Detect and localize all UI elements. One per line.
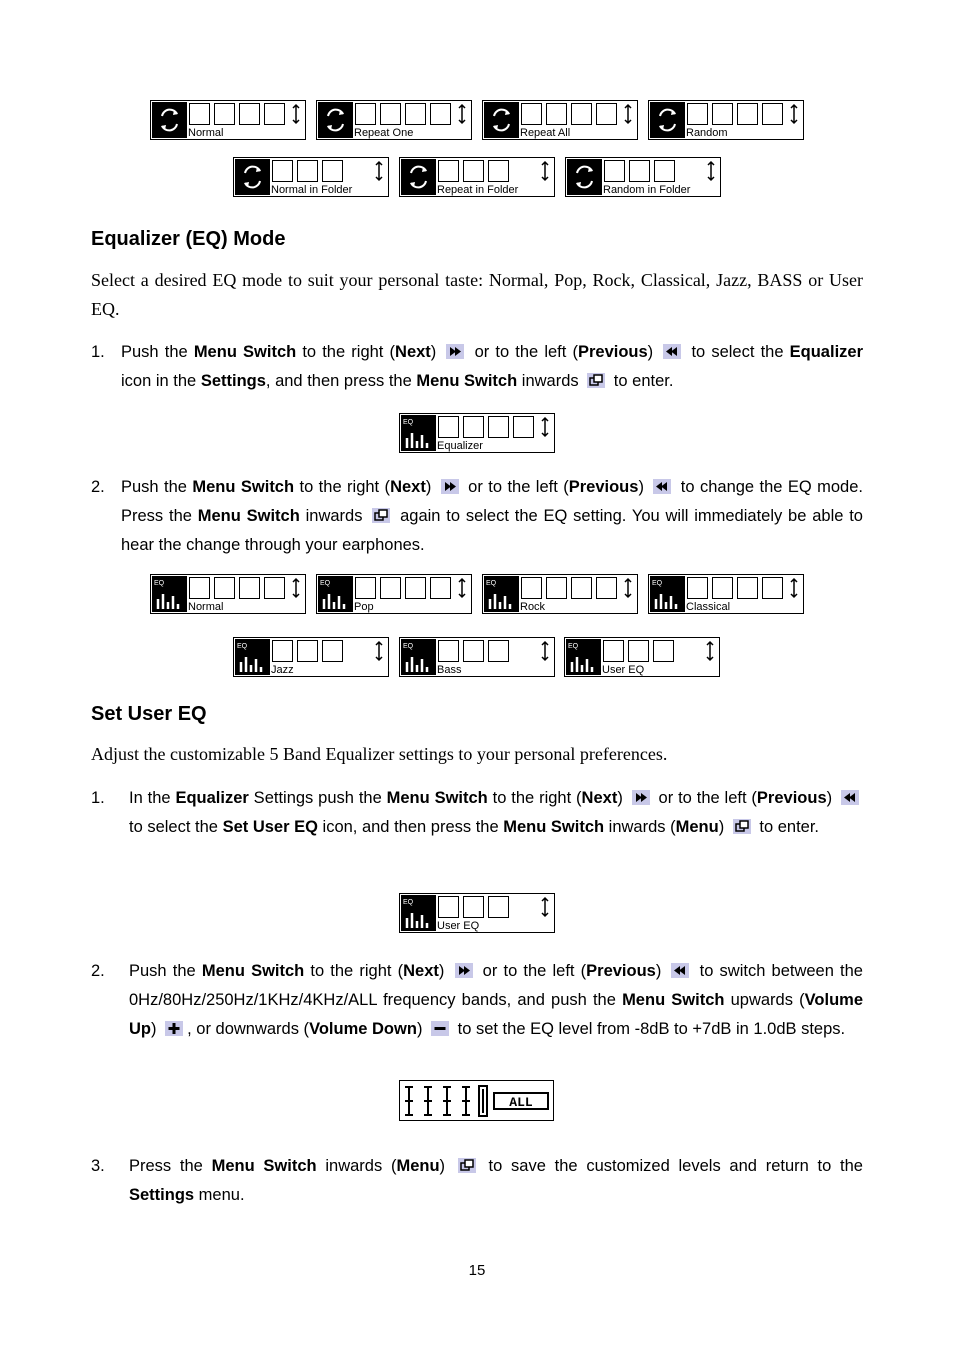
rock-icon: [380, 577, 401, 599]
screen-eq-normal: [150, 574, 306, 614]
screen-label: Jazz: [271, 664, 294, 676]
screen-label: Normal: [188, 601, 224, 613]
eq-step-2: 2. Push the Menu Switch to the right (Next) or to the left (Previous) to change the EQ mode. Press the Menu Switch inwards again to select the EQ setting. You will immediately be able to hear the change through your earphones.: [91, 478, 863, 554]
scroll-arrows-icon: [705, 640, 715, 662]
user-eq-step-1: 1. In the Equalizer Settings push the Menu Switch to the right (Next) or to the left (Previous) to select the Set User EQ icon, and then press the Menu Switch inwards (Menu) to enter.: [91, 784, 863, 842]
scroll-arrows-icon: [789, 103, 799, 125]
plus-icon: [165, 1021, 183, 1036]
jazz-icon: [596, 577, 617, 599]
user-eq-icon: [488, 896, 509, 918]
page-number: 15: [468, 1262, 486, 1279]
scroll-arrows-icon: [623, 103, 633, 125]
random-icon: [596, 103, 617, 125]
pop-icon: [687, 577, 708, 599]
scroll-arrows-icon: [623, 577, 633, 599]
jazz-icon: [438, 896, 459, 918]
svg-text:EQ: EQ: [237, 643, 248, 650]
screen-label: Rock: [520, 601, 546, 613]
band-label: ALL: [509, 1095, 533, 1110]
menu-icon: [733, 819, 751, 834]
scroll-arrows-icon: [374, 160, 384, 182]
pop-icon: [355, 577, 376, 599]
pop-icon: [521, 577, 542, 599]
previous-icon: [671, 963, 689, 978]
previous-icon: [663, 344, 681, 359]
repeat-mode-icon: [401, 159, 436, 195]
folder-icon: [604, 160, 625, 182]
jazz-icon: [272, 640, 293, 662]
arrow-right-icon: [687, 103, 708, 125]
screen-normal: [150, 100, 306, 140]
bass-icon: [297, 640, 318, 662]
eq-step-1: 1. Push the Menu Switch to the right (Next) or to the left (Previous) to select the Equalizer icon in the Settings, and then press the Menu Switch inwards to enter.: [91, 343, 863, 390]
scroll-arrows-icon: [540, 640, 550, 662]
bass-icon: [463, 896, 484, 918]
scroll-arrows-icon: [706, 160, 716, 182]
eq-intro-paragraph: Select a desired EQ mode to suit your personal taste: Normal, Pop, Rock, Classical, Jazz, BASS or User EQ.: [91, 270, 863, 319]
classical-icon: [239, 577, 260, 599]
folder-repeat-icon: [463, 160, 484, 182]
jazz-icon: [438, 640, 459, 662]
rock-icon: [546, 577, 567, 599]
rock-icon: [712, 577, 733, 599]
previous-icon: [841, 790, 859, 805]
repeat-one-icon: [712, 103, 733, 125]
repeat-mode-icon: [484, 102, 519, 138]
screen-eq-user: [564, 637, 720, 677]
next-icon: [455, 963, 473, 978]
random-icon: [762, 103, 783, 125]
screen-label: Normal: [188, 127, 224, 139]
svg-text:EQ: EQ: [652, 580, 663, 587]
user-eq-icon: [322, 640, 343, 662]
repeat-mode-icon: [567, 159, 602, 195]
screen-eq-classical: [648, 574, 804, 614]
screen-repeat-one: [316, 100, 472, 140]
repeat-one-icon: [214, 103, 235, 125]
random-icon: [264, 103, 285, 125]
screen-label: Repeat All: [520, 127, 571, 139]
repeat-mode-icon: [235, 159, 270, 195]
svg-text:EQ: EQ: [568, 643, 579, 650]
eq-icon: [152, 576, 187, 612]
jazz-icon: [264, 577, 285, 599]
jazz-icon: [762, 577, 783, 599]
repeat-all-icon: [239, 103, 260, 125]
classical-icon: [737, 577, 758, 599]
scroll-arrows-icon: [374, 640, 384, 662]
screen-label: Bass: [437, 664, 462, 676]
screen-label: Pop: [354, 601, 374, 613]
user-eq-intro-paragraph: Adjust the customizable 5 Band Equalizer settings to your personal preferences.: [91, 744, 668, 764]
screen-label: Normal in Folder: [271, 184, 353, 196]
eq-sliders-icon: [400, 1081, 553, 1120]
repeat-one-icon: [546, 103, 567, 125]
eq-icon: [484, 576, 519, 612]
folder-icon: [272, 160, 293, 182]
folder-icon: [438, 160, 459, 182]
repeat-all-icon: [737, 103, 758, 125]
screen-eq-bands: [399, 1080, 554, 1121]
rock-icon: [214, 577, 235, 599]
eq-small-icon: [463, 416, 484, 438]
repeat-mode-icon: [152, 102, 187, 138]
screen-label: Equalizer: [437, 440, 483, 452]
eq-icon: [401, 895, 436, 931]
svg-text:EQ: EQ: [320, 580, 331, 587]
menu-icon: [458, 1158, 476, 1173]
classical-icon: [405, 577, 426, 599]
user-eq-icon: [488, 640, 509, 662]
section-heading-set-user-eq: Set User EQ: [91, 703, 207, 725]
scroll-arrows-icon: [291, 103, 301, 125]
eq-icon: [650, 576, 685, 612]
screen-label: User EQ: [602, 664, 645, 676]
scroll-arrows-icon: [540, 160, 550, 182]
screen-eq-jazz: [233, 637, 389, 677]
screen-random: [648, 100, 804, 140]
repeat-mode-icon: [318, 102, 353, 138]
svg-text:EQ: EQ: [403, 643, 414, 650]
folder-random-icon: [322, 160, 343, 182]
speed-icon: [488, 416, 509, 438]
arrow-right-icon: [355, 103, 376, 125]
screen-label: Repeat One: [354, 127, 414, 139]
scroll-arrows-icon: [540, 896, 550, 918]
arrow-right-icon: [189, 103, 210, 125]
svg-text:EQ: EQ: [403, 419, 414, 426]
screen-random-in-folder: [565, 157, 721, 197]
screen-eq-bass: [399, 637, 555, 677]
screen-repeat-in-folder: [399, 157, 555, 197]
tools-icon: [513, 416, 534, 438]
repeat-one-icon: [380, 103, 401, 125]
folder-repeat-icon: [629, 160, 650, 182]
scroll-arrows-icon: [457, 577, 467, 599]
random-icon: [430, 103, 451, 125]
minus-icon: [431, 1021, 449, 1036]
previous-icon: [653, 479, 671, 494]
screen-label: Random: [686, 127, 728, 139]
user-eq-icon: [653, 640, 674, 662]
bass-icon: [463, 640, 484, 662]
scroll-arrows-icon: [457, 103, 467, 125]
repeat-icon: [438, 416, 459, 438]
repeat-mode-icon: [650, 102, 685, 138]
screen-normal-in-folder: [233, 157, 389, 197]
svg-text:EQ: EQ: [486, 580, 497, 587]
screen-repeat-all: [482, 100, 638, 140]
repeat-all-icon: [571, 103, 592, 125]
svg-text:EQ: EQ: [403, 899, 414, 906]
user-eq-step-3: 3. Press the Menu Switch inwards (Menu) to save the customized levels and return to the Settings menu.: [91, 1157, 863, 1204]
eq-icon: [401, 415, 436, 451]
menu-icon: [372, 508, 390, 523]
jazz-icon: [603, 640, 624, 662]
pop-icon: [189, 577, 210, 599]
eq-icon: [401, 639, 436, 675]
jazz-icon: [430, 577, 451, 599]
next-icon: [441, 479, 459, 494]
screen-label: Random in Folder: [603, 184, 691, 196]
folder-random-icon: [488, 160, 509, 182]
screen-eq-pop: [316, 574, 472, 614]
classical-icon: [571, 577, 592, 599]
eq-icon: [566, 639, 601, 675]
screen-user-eq: [399, 893, 555, 933]
arrow-right-icon: [521, 103, 542, 125]
screen-label: Classical: [686, 601, 731, 613]
scroll-arrows-icon: [789, 577, 799, 599]
eq-icon: [318, 576, 353, 612]
screen-equalizer: [399, 413, 555, 453]
bass-icon: [628, 640, 649, 662]
scroll-arrows-icon: [291, 577, 301, 599]
folder-repeat-icon: [297, 160, 318, 182]
svg-text:EQ: EQ: [154, 580, 165, 587]
repeat-all-icon: [405, 103, 426, 125]
user-eq-step-2: 2. Push the Menu Switch to the right (Next) or to the left (Previous) to switch between the 0Hz/80Hz/250Hz/1KHz/4KHz/ALL frequency bands, and push the Menu Switch upwards (Volume Up) , or downwards (Volume Down) to set the EQ level from -8dB to +7dB in 1.0dB steps.: [91, 962, 863, 1038]
screen-eq-rock: [482, 574, 638, 614]
next-icon: [632, 790, 650, 805]
section-heading-eq-mode: Equalizer (EQ) Mode: [91, 228, 286, 250]
menu-icon: [587, 373, 605, 388]
next-icon: [446, 344, 464, 359]
screen-label: Repeat in Folder: [437, 184, 519, 196]
folder-random-icon: [654, 160, 675, 182]
screen-label: User EQ: [437, 920, 480, 932]
eq-icon: [235, 639, 270, 675]
scroll-arrows-icon: [540, 416, 550, 438]
